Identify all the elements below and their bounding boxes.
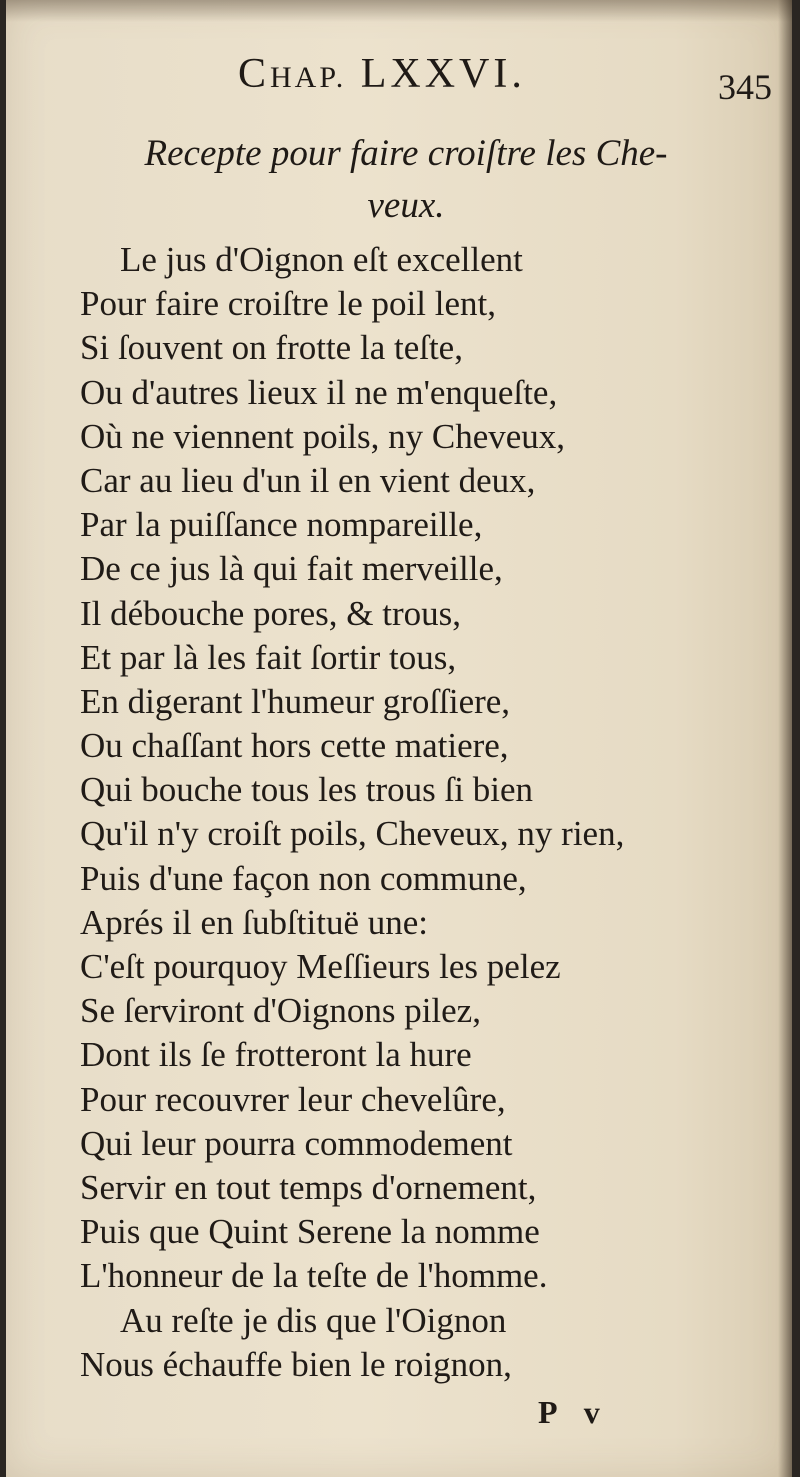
verse-line: Qui leur pourra commodement bbox=[80, 1123, 513, 1163]
recipe-title-line-2: veux. bbox=[367, 185, 445, 226]
verse-line: Qui bouche tous les trous ſi bien bbox=[80, 770, 534, 810]
verse-line: Au reſte je dis que l'Oignon bbox=[120, 1300, 507, 1340]
running-head-prefix: C bbox=[238, 51, 271, 97]
page-number: 345 bbox=[718, 67, 772, 107]
verse-line: Et par là les fait ſortir tous, bbox=[80, 637, 457, 677]
verse-line: Nous échauffe bien le roignon, bbox=[80, 1344, 512, 1384]
verse-line: Par la puiſſance nompareille, bbox=[80, 505, 483, 545]
verse-line: Puis que Quint Serene la nomme bbox=[80, 1212, 540, 1252]
verse-line: L'honneur de la teſte de l'homme. bbox=[80, 1256, 548, 1296]
recipe-title-line-1: Recepte pour faire croiſtre les Che- bbox=[144, 133, 668, 174]
verse-line: Pour faire croiſtre le poil lent, bbox=[80, 284, 496, 324]
verse-line: Ou chaſſant hors cette matiere, bbox=[80, 726, 509, 766]
verse-line: Il débouche pores, & trous, bbox=[80, 593, 462, 633]
running-head-prefix-small: HAP. bbox=[270, 61, 347, 94]
verse-line: Servir en tout temps d'ornement, bbox=[80, 1167, 537, 1207]
verse-line: Car au lieu d'un il en vient deux, bbox=[80, 460, 536, 500]
verse-line: Qu'il n'y croiſt poils, Cheveux, ny rien, bbox=[80, 814, 625, 854]
verse-line: Dont ils ſe frotteront la hure bbox=[80, 1035, 472, 1075]
verse-line: En digerant l'humeur groſſiere, bbox=[80, 681, 511, 721]
verse-line: Le jus d'Oignon eſt excellent bbox=[120, 240, 523, 279]
verse-line: Ou d'autres lieux il ne m'enqueſte, bbox=[80, 372, 558, 412]
verse-line: Se ſerviront d'Oignons pilez, bbox=[80, 991, 481, 1031]
page-top-edge bbox=[6, 0, 792, 22]
verse-block bbox=[80, 238, 792, 1387]
verse-line: Où ne viennent poils, ny Cheveux, bbox=[80, 416, 566, 456]
recipe-title bbox=[66, 128, 746, 232]
signature-mark: P v bbox=[538, 1394, 610, 1430]
verse-line: C'eſt pourquoy Meſſieurs les pelez bbox=[80, 947, 561, 986]
verse-line: De ce jus là qui fait merveille, bbox=[80, 549, 503, 589]
running-head bbox=[238, 50, 526, 98]
verse-line: Pour recouvrer leur chevelûre, bbox=[80, 1079, 506, 1119]
verse-line: Si ſouvent on frotte la teſte, bbox=[80, 328, 463, 368]
verse-line: Aprés il en ſubſtituë une: bbox=[80, 902, 428, 942]
running-head-chapter: LXXVI. bbox=[360, 51, 526, 97]
verse-line: Puis d'une façon non commune, bbox=[80, 858, 527, 898]
book-page bbox=[6, 0, 792, 1477]
